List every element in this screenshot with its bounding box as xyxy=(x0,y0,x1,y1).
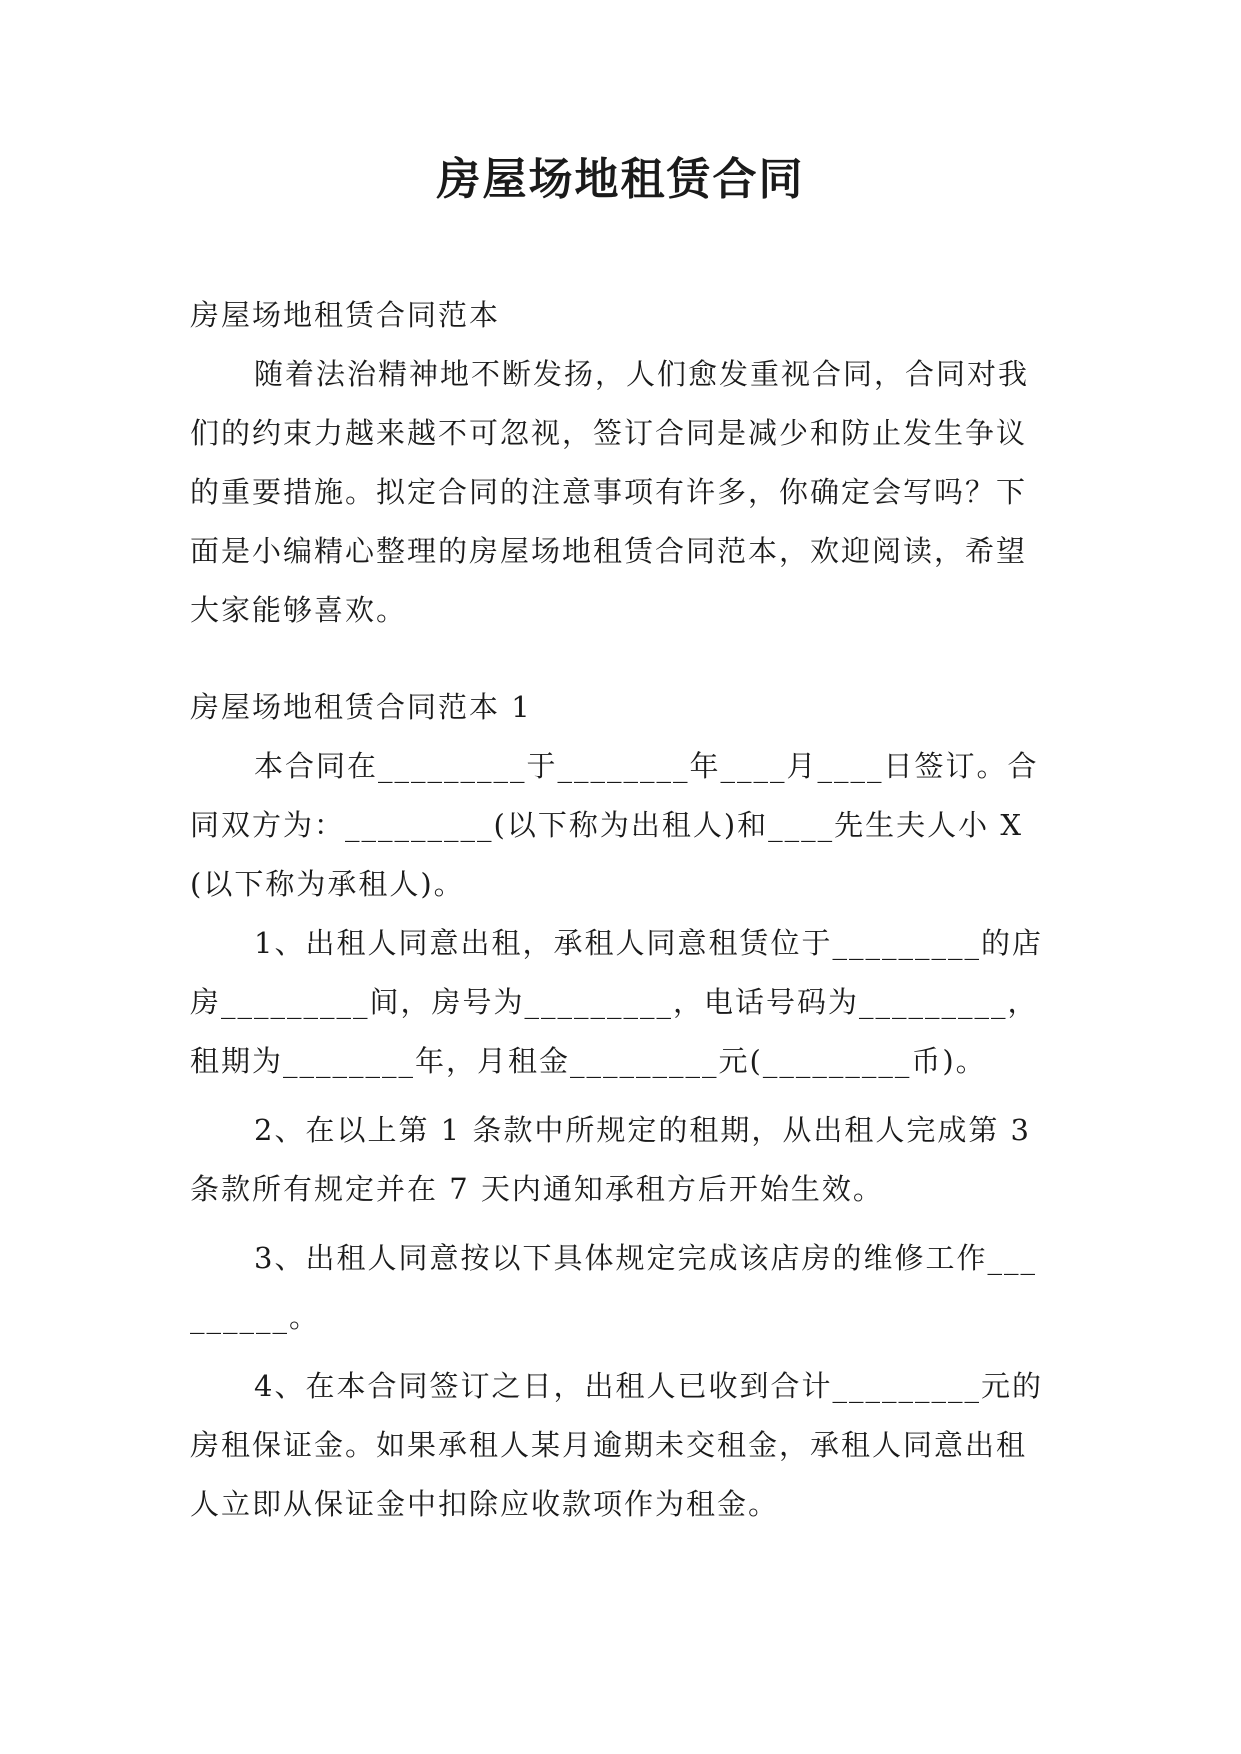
clause-1: 1、出租人同意出租，承租人同意租赁位于_________的店房_________间，房号为_________，电话号码为_________，租期为________年，月租金_________元(_________币)。 xyxy=(190,926,1043,1078)
intro-heading: 房屋场地租赁合同范本 xyxy=(190,298,501,332)
clause-3: 3、出租人同意按以下具体规定完成该店房的维修工作_________。 xyxy=(190,1241,1037,1334)
section1-heading: 房屋场地租赁合同范本 1 xyxy=(190,690,532,724)
document-title: 房屋场地租赁合同 xyxy=(436,154,805,205)
clause-4: 4、在本合同签订之日，出租人已收到合计_________元的房租保证金。如果承租人某月逾期未交租金，承租人同意出租人立即从保证金中扣除应收款项作为租金。 xyxy=(190,1369,1043,1521)
contract-preamble: 本合同在_________于________年____月____日签订。合同双方为：_________(以下称为出租人)和____先生夫人小 X(以下称为承租人)。 xyxy=(190,749,1039,901)
intro-paragraph: 随着法治精神地不断发扬，人们愈发重视合同，合同对我们的约束力越来越不可忽视，签订合同是减少和防止发生争议的重要措施。拟定合同的注意事项有许多，你确定会写吗？下面是小编精心整理的房屋场地租赁合同范本，欢迎阅读，希望大家能够喜欢。 xyxy=(190,357,1030,627)
section-spacer xyxy=(190,640,1050,678)
clause-2: 2、在以上第 1 条款中所规定的租期，从出租人完成第 3 条款所有规定并在 7 天内通知承租方后开始生效。 xyxy=(190,1113,1043,1206)
document-body xyxy=(190,286,1050,1534)
